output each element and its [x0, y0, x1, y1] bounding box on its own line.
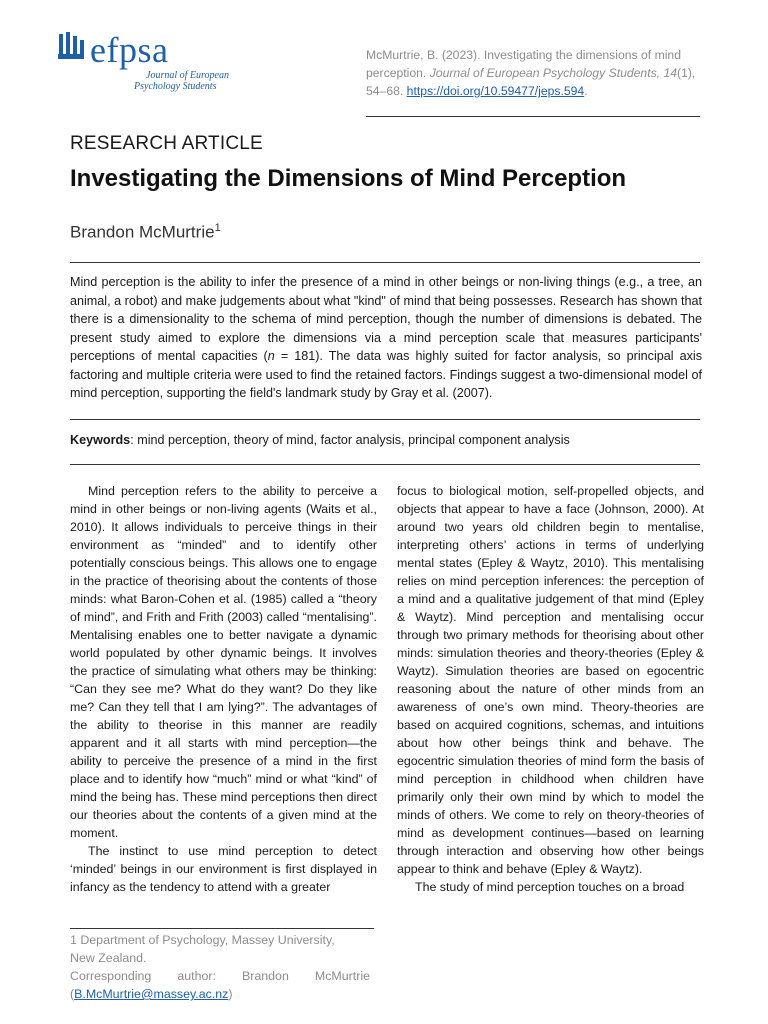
- body-paragraph: The instinct to use mind perception to detect ‘minded’ beings in our environment is first displayed in infancy as the tendency to attend with a greater: [70, 844, 377, 894]
- efpsa-leaf-icon: [56, 32, 86, 66]
- citation: [366, 46, 704, 100]
- footnote: [70, 931, 370, 1003]
- body-column-left: [70, 482, 377, 896]
- article-type: RESEARCH ARTICLE: [70, 133, 263, 154]
- author-name: [70, 222, 221, 243]
- doi-link[interactable]: https://doi.org/10.59477/jeps.594: [406, 84, 585, 98]
- logo-subtitle-line2: Psychology Students: [134, 81, 217, 92]
- keywords-bottom-rule: [70, 464, 700, 465]
- author-affiliation-mark: 1: [214, 222, 221, 234]
- footnote-rule: [70, 928, 374, 929]
- footnote-paren-open: (: [70, 987, 75, 1001]
- abstract: [70, 273, 702, 403]
- citation-end: .: [584, 84, 588, 98]
- article-title: Investigating the Dimensions of Mind Perception: [70, 165, 627, 192]
- abstract-bottom-rule: [70, 419, 700, 420]
- abstract-top-rule: [70, 262, 700, 263]
- body-column-right: [397, 482, 704, 896]
- keywords-text: : mind perception, theory of mind, factor analysis, principal component analysis: [130, 433, 570, 447]
- keywords: [70, 431, 702, 449]
- logo-name: efpsa: [90, 30, 169, 70]
- author-email-link[interactable]: B.McMurtrie@massey.ac.nz: [74, 987, 229, 1001]
- footnote-paren-close: ): [228, 987, 233, 1001]
- journal-logo: [56, 30, 229, 100]
- footnote-affiliation-line2: New Zealand.: [70, 951, 147, 965]
- body-paragraph: focus to biological motion, self-propelled objects, and objects that appear to have a face (Johnson, 2000). At around two years old children begin to mentalise, interpreting others’ actions in terms of underlying mental states (Epley & Waytz, 2010). This mentalising relies on mind perception inferences: the perception of a mind and a qualitative judgement of that mind (Epley & Waytz). Mind perception and mentalising occur through two primary methods for theorising about other minds: simulation theories and theory-theories (Epley & Waytz). Simulation theories are based on egocentric reasoning about the nature of other minds from an awareness of one’s own mind. Theory-theories are based on acquired cognitions, schemas, and intuitions about how other beings think and behave. The egocentric simulation theories of mind form the basis of mind perception in childhood when children have primarily only their own mind by which to model the minds of others. We come to rely on theory-theories of mind as development continues—based on learning through interaction and observing how other beings appear to think and behave (Epley & Waytz).: [397, 484, 704, 876]
- citation-issue-pages: (1), 54–68.: [366, 66, 696, 98]
- body-paragraph: The study of mind perception touches on a broad: [415, 880, 685, 894]
- keywords-label: Keywords: [70, 433, 131, 447]
- abstract-text-1: Mind perception is the ability to infer the presence of a mind in other beings or non-living things (e.g., a tree, an animal, a robot) and make judgements about what "kind" of mind that being possesses. Research has shown that there is a dimensionality to the schema of mind perception, though the number of dimensions is debated. The present study aimed to explore the dimensions via a mind perception scale that measures participants' perceptions of mental capacities (: [70, 275, 702, 363]
- abstract-n-symbol: n: [267, 349, 275, 363]
- body-paragraph: Mind perception refers to the ability to perceive a mind in other beings or non-living agents (Waits et al., 2010). It allows individuals to perceive things in their environment as “minded” and to identify other potentially conscious beings. This allows one to engage in the practice of theorising about the contents of those minds: what Baron-Cohen et al. (1985) called a “theory of mind”, and Frith and Frith (2003) called “mentalising”. Mentalising enables one to better navigate a dynamic world populated by other dynamic beings. It involves the practice of simulating what others may be thinking: “Can they see me? What do they want? Do they like me? Can they tell that I am lying?”. The advantages of the ability to theorise in this manner are readily apparent and it all starts with mind perception—the ability to perceive the presence of a mind in the first place and to identify how “much” mind or what “kind” of mind the being has. These mind perceptions then direct our theories about the contents of a given mind at the moment.: [70, 484, 377, 840]
- abstract-text-2: = 181). The data was highly suited for factor analysis, so principal axis factoring and multiple criteria were used to find the retained factors. Findings suggest a two-dimensional model of mind perception, supporting the field's landmark study by Gray et al. (2007).: [70, 349, 702, 400]
- footnote-corresponding: Corresponding author: Brandon McMurtrie: [70, 969, 370, 983]
- citation-journal: Journal of European Psychology Students, 14: [429, 66, 677, 80]
- footnote-affiliation-line1: 1 Department of Psychology, Massey University,: [70, 933, 335, 947]
- logo-subtitle-line1: Journal of European: [146, 70, 229, 81]
- footnote-email-line: [70, 985, 370, 1003]
- author-name-text: Brandon McMurtrie: [70, 222, 215, 242]
- citation-text: McMurtrie, B. (2023). Investigating the dimensions of mind perception.: [366, 48, 681, 80]
- header-rule: [366, 116, 700, 117]
